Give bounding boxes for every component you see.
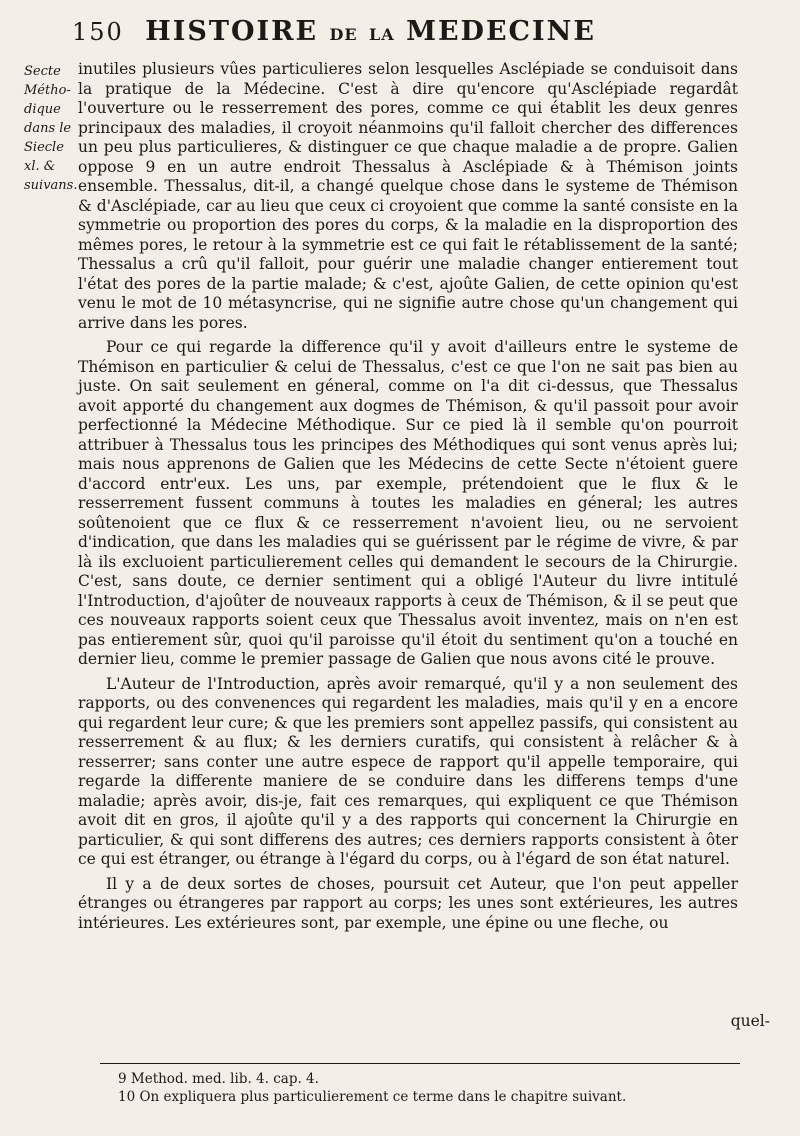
header-title-la: LA [369, 25, 395, 44]
page-number: 150 [72, 18, 124, 46]
paragraph-2: Pour ce qui regarde la difference qu'il y avoit d'ailleurs entre le systeme de Thémison en particulier & celui de Thessalus, c'est ce que l'on ne sait pas bien au juste. On sait seulement en géneral, comme on l'a dit ci-dessus, que Thessalus avoit apporté du changement aux dogmes de Thémison, & qu'il passoit pour avoir perfectionné la Médecine Méthodique. Sur ce pied là il semble qu'on pourroit attribuer à Thessalus tous les principes des Méthodiques qui sont venus après lui; mais nous apprenons de Galien que les Médecins de cette Secte n'étoient guere d'accord entr'eux. Les uns, par exemple, prétendoient que le flux & le resserrement fussent communs à toutes les maladies en géneral; les autres soûtenoient que ce flux & ce resserrement n'avoient lieu, ou ne servoient d'indication, que dans les maladies qui se guérissent par le régime de vivre, & par là ils excluoient particulierement celles qui demandent le secours de la Chirurgie. C'est, sans doute, ce dernier sentiment qui a obligé l'Auteur du livre intitulé l'Introduction, d'ajoûter de nouveaux rapports à ceux de Thémison, & il se peut que ces nouveaux rapports soient ceux que Thessalus avoit inventez, mais on n'en est pas entierement sûr, quoi qu'il paroisse qu'il étoit du sentiment qu'on a touché en dernier lieu, comme le premier passage de Galien que nous avons cité le prouve. [78, 338, 738, 668]
margin-note-line: xl. & [24, 159, 56, 174]
footnote-9: 9 Method. med. lib. 4. cap. 4. [118, 1071, 319, 1087]
header-title-de: DE [329, 25, 358, 44]
body-text [78, 60, 738, 938]
footnotes [118, 1070, 758, 1106]
paragraph-1: inutiles plusieurs vûes particulieres selon lesquelles Asclépiade se conduisoit dans la pratique de la Médecine. C'est à dire qu'encore qu'Asclépiade regardât l'ouverture ou le resserrement des pores, comme ce qui établit les deux genres principaux des maladies, il croyoit néanmoins qu'il falloit chercher des differences un peu plus particulieres, & distinguer ce que chaque maladie a de propre. Galien oppose 9 en un autre endroit Thessalus à Asclépiade & à Thémison joints ensemble. Thessalus, dit-il, a changé quelque chose dans le systeme de Thémison & d'Asclépiade, car au lieu que ceux ci croyoient que comme la santé consiste en la symmetrie ou proportion des pores du corps, & la maladie en la disproportion des mêmes pores, le retour à la symmetrie est ce qui fait le rétablissement de la santé; Thessalus a crû qu'il falloit, pour guérir une maladie changer entierement tout l'état des pores de la partie malade; & c'est, ajoûte Galien, de cette opinion qu'est venu le mot de 10 métasyncrise, qui ne signifie autre chose qu'un changement qui arrive dans les pores. [78, 60, 738, 332]
margin-note-line: dique [24, 102, 61, 117]
footnote-10: 10 On expliquera plus particulierement ce terme dans le chapitre suivant. [118, 1089, 627, 1105]
margin-note-line: Siecle [24, 140, 64, 155]
margin-note-line: dans le [24, 121, 72, 136]
footnote-rule [100, 1063, 740, 1064]
catchword: quel- [730, 1012, 770, 1030]
margin-note-line: Secte [24, 64, 61, 79]
header-title-histoire: HISTOIRE [145, 16, 319, 47]
margin-note-line: suivans. [24, 178, 78, 193]
running-header [72, 16, 772, 47]
paragraph-4: Il y a de deux sortes de choses, poursuit cet Auteur, que l'on peut appeller étranges ou étrangeres par rapport au corps; les unes sont extérieures, les autres intérieures. Les extérieures sont, par exemple, une épine ou une fleche, ou [78, 874, 738, 932]
margin-note-line: Métho- [24, 83, 71, 98]
header-title-medecine: MEDECINE [406, 16, 596, 47]
margin-note [24, 62, 76, 195]
paragraph-3: L'Auteur de l'Introduction, après avoir remarqué, qu'il y a non seulement des rapports, ou des convenences qui regardent les maladies, mais qu'il y en a encore qui regardent leur cure; & que les premiers sont appellez passifs, qui consistent au resserrement & au flux; & les derniers curatifs, qui consistent à relâcher & à resserrer; sans conter une autre espece de rapport qu'il appelle temporaire, qui regarde la differente maniere de se conduire dans les differens temps d'une maladie; après avoir, dis-je, fait ces remarques, qui expliquent ce que Thémison avoit dit en gros, il ajoûte qu'il y a des rapports qui concernent la Chirurgie en particulier, & qui sont differens des autres; ces derniers rapports consistent à ôter ce qui est étranger, ou étrange à l'égard du corps, ou à l'égard de son état naturel. [78, 674, 738, 868]
